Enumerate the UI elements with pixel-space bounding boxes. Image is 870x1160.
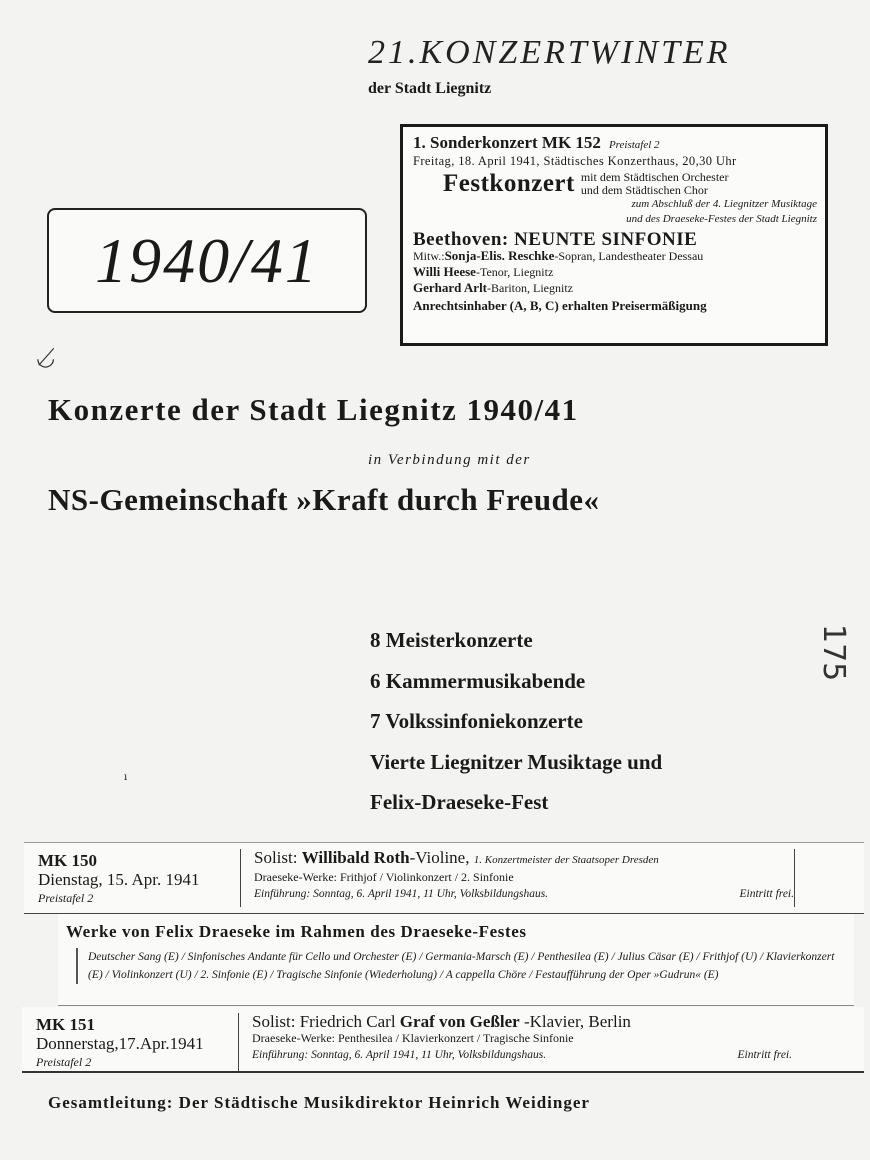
festkonzert-title: Festkonzert xyxy=(443,170,575,197)
list-item: 8 Meisterkonzerte xyxy=(370,628,533,652)
performer-bariton: Gerhard Arlt-Bariton, Liegnitz xyxy=(413,280,573,295)
mk151-info xyxy=(36,1015,204,1072)
werke-title: Werke von Felix Draeseke im Rahmen des Draeseke-Festes xyxy=(66,922,527,941)
mk150-date: Dienstag, 15. Apr. 1941 xyxy=(38,870,200,889)
festkonzert-with: mit dem Städtischen Orchester und dem Städtischen Chor xyxy=(580,170,729,197)
mk151-intro: Einführung: Sonntag, 6. April 1941, 11 Uhr, Volksbildungshaus. Eintritt frei. xyxy=(252,1049,792,1061)
werke-card xyxy=(58,914,854,1006)
mk151-solist: Solist: Friedrich Carl Graf von Geßler -Klavier, Berlin xyxy=(252,1012,631,1031)
sonderkonzert-preistafel: Preistafel 2 xyxy=(608,139,660,151)
list-item: Felix-Draeseke-Fest xyxy=(370,790,549,814)
list-item: 7 Volkssinfoniekonzerte xyxy=(370,709,583,733)
festkonzert-work: Beethoven: NEUNTE SINFONIE xyxy=(413,229,698,250)
werke-list: Deutscher Sang (E) / Sinfonisches Andante für Cello und Orchester (E) / Germania-Marsch (E) / Penthesilea (E) / Julius Cäsar (E) / Frithjof (U) / Klavierkonzert (E) / Violinkonzert (U) / 2. Sinfonie (E) / Tragische Sinfonie (Wiederholung) / A cappella Chöre / Festaufführung der Oper »Gudrun« (E) xyxy=(76,948,848,984)
divider xyxy=(794,849,795,907)
mk150-number: MK 150 xyxy=(38,851,98,870)
festkonzert-occasion: zum Abschluß der 4. Liegnitzer Musiktage und des Draeseke-Festes der Stadt Liegnitz xyxy=(626,198,817,225)
sonderkonzert-date: Freitag, 18. April 1941, Städtisches Konzerthaus, 20,30 Uhr xyxy=(413,154,737,168)
konzertwinter-title: 21.KONZERTWINTER xyxy=(368,34,731,71)
list-item: Vierte Liegnitzer Musiktage und xyxy=(370,749,663,774)
archive-number: 175 xyxy=(816,624,851,682)
performer-tenor: Willi Heese-Tenor, Liegnitz xyxy=(413,264,554,279)
gesamtleitung-footer: Gesamtleitung: Der Städtische Musikdirektor Heinrich Weidinger xyxy=(48,1093,590,1112)
series-list xyxy=(370,628,662,831)
mk150-card xyxy=(24,842,864,914)
verbindung-text: in Verbindung mit der xyxy=(368,452,531,468)
mk151-card xyxy=(22,1007,864,1073)
performer-soprano: Mitw.:Sonja-Elis. Reschke-Sopran, Landestheater Dessau xyxy=(413,248,704,263)
mk151-works: Draeseke-Werke: Penthesilea / Klavierkonzert / Tragische Sinfonie xyxy=(252,1031,574,1045)
mk151-details xyxy=(252,1013,792,1064)
mk150-solist: Solist: Willibald Roth-Violine, 1. Konzertmeister der Staatsoper Dresden xyxy=(254,848,659,867)
festkonzert xyxy=(443,171,817,197)
anrecht-note: Anrechtsinhaber (A, B, C) erhalten Preisermäßigung xyxy=(413,298,707,313)
mk151-number: MK 151 xyxy=(36,1015,96,1034)
divider xyxy=(240,849,241,907)
ns-title: NS-Gemeinschaft »Kraft durch Freude« xyxy=(48,482,600,517)
main-title: Konzerte der Stadt Liegnitz 1940/41 xyxy=(48,392,579,427)
speck: ı xyxy=(124,772,128,783)
mk151-date: Donnerstag,17.Apr.1941 xyxy=(36,1034,204,1053)
mk150-info xyxy=(38,851,200,908)
sonderkonzert-heading: 1. Sonderkonzert MK 152 Preistafel 2 xyxy=(413,133,660,152)
mk151-preistafel: Preistafel 2 xyxy=(36,1055,92,1069)
mk150-works: Draeseke-Werke: Frithjof / Violinkonzert / 2. Sinfonie xyxy=(254,870,514,884)
sonderkonzert-box xyxy=(400,124,828,346)
season-year: 1940/41 xyxy=(47,208,367,313)
konzertwinter-subtitle: der Stadt Liegnitz xyxy=(368,80,492,97)
list-item: 6 Kammermusikabende xyxy=(370,668,586,693)
mk150-preistafel: Preistafel 2 xyxy=(38,891,94,905)
mk150-intro: Einführung: Sonntag, 6. April 1941, 11 Uhr, Volksbildungshaus. Eintritt frei. xyxy=(254,888,794,900)
paper-mark-icon: ◡̸ xyxy=(36,346,56,371)
mk150-details xyxy=(254,849,794,903)
divider xyxy=(238,1013,239,1071)
